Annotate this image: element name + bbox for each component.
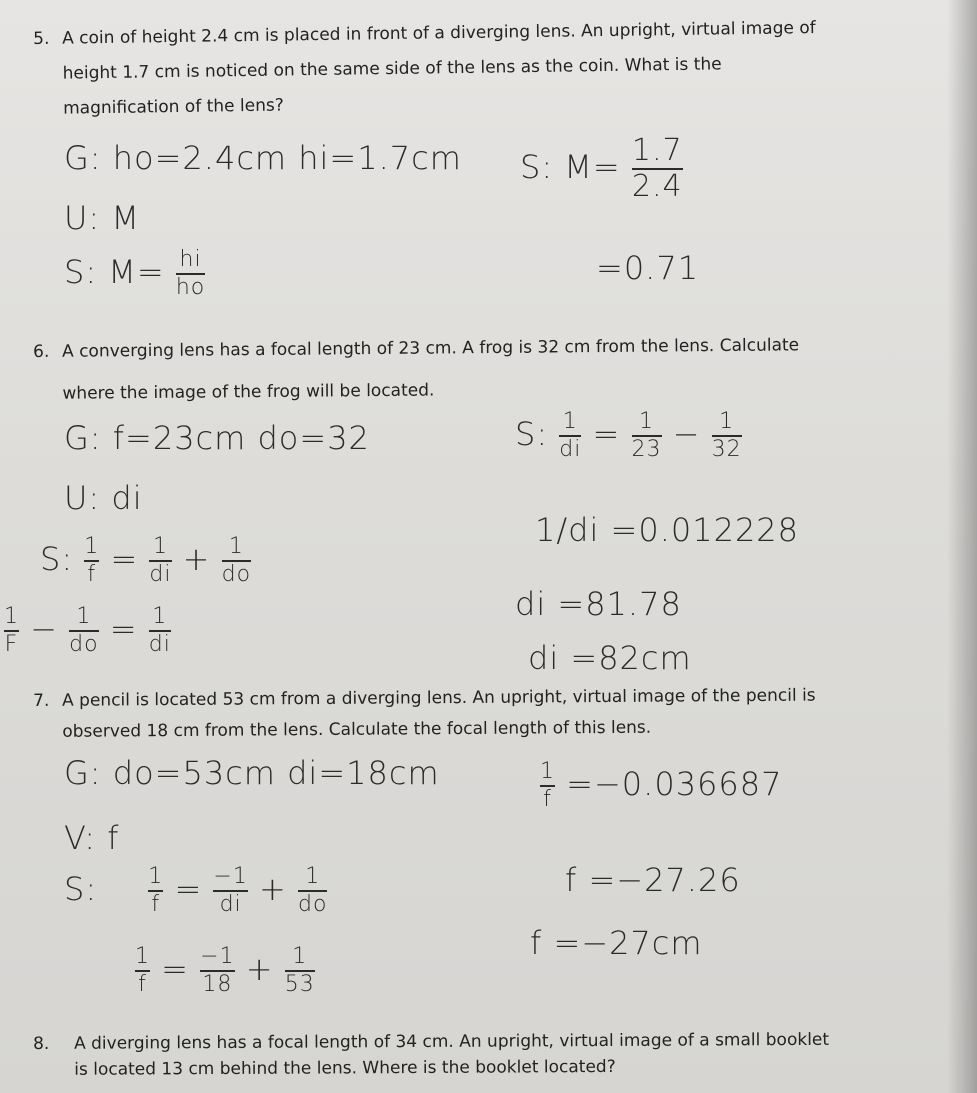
- fraction-1-over-f: [148, 865, 163, 917]
- fraction-numerator: 1: [152, 534, 168, 559]
- fraction-denominator: di: [148, 632, 171, 657]
- work-q6-step-3: di =82cm: [528, 639, 692, 677]
- equals-sign: =: [109, 610, 138, 648]
- formula-fraction: [176, 248, 205, 300]
- work-q5-solution: [520, 135, 683, 203]
- fraction-denominator: f: [543, 787, 552, 812]
- solution-label: S:: [515, 415, 549, 453]
- fraction-denominator: 23: [631, 437, 662, 462]
- fraction-numerator: hi: [179, 247, 202, 272]
- minus-sign: −: [30, 610, 58, 648]
- question-6: [33, 330, 933, 404]
- work-q6-step-2: di =81.78: [515, 585, 682, 623]
- fraction-numerator: 1: [639, 409, 654, 434]
- plus-sign: +: [259, 870, 287, 908]
- fraction-1-over-di: [149, 605, 171, 657]
- fraction-numerator: 1: [135, 944, 150, 969]
- fraction-denominator: f: [151, 892, 161, 917]
- fraction-denominator: do: [298, 892, 328, 917]
- fraction-1-over-f: [84, 535, 99, 587]
- work-q6-formula: [40, 535, 251, 587]
- fraction-1-over-f: [4, 605, 19, 657]
- minus-sign: −: [672, 415, 701, 453]
- fraction-denominator: di: [219, 892, 242, 917]
- question-text-line: where the image of the frog will be located.: [62, 380, 435, 404]
- fraction-numerator: 1: [152, 604, 168, 629]
- work-q7-given: G: do=53cm di=18cm: [64, 754, 440, 792]
- fraction-numerator: 1: [4, 604, 19, 629]
- work-q5-formula: [64, 248, 205, 300]
- work-q6-rearranged: [4, 605, 171, 657]
- fraction-denominator: 53: [284, 972, 315, 997]
- question-text-line: A coin of height 2.4 cm is placed in front of a diverging lens. An upright, virtual image of: [62, 18, 816, 49]
- fraction-denominator: f: [138, 972, 147, 997]
- fraction-denominator: 2.4: [631, 169, 683, 204]
- work-q7-substituted: [135, 945, 315, 997]
- fraction-1-over-53: [285, 945, 315, 997]
- fraction-denominator: F: [4, 632, 19, 657]
- fraction-minus-1-over-di: [213, 865, 247, 917]
- fraction-numerator: 1: [76, 604, 92, 629]
- work-q6-solution: [515, 410, 742, 462]
- question-number: 5.: [33, 28, 50, 49]
- work-q7-result-2: f =−27.26: [565, 861, 741, 899]
- question-text-line: height 1.7 cm is noticed on the same side of the lens as the coin. What is the: [62, 54, 722, 84]
- fraction-denominator: 32: [711, 437, 742, 462]
- fraction-denominator: ho: [175, 275, 206, 300]
- fraction-1-over-f: [540, 760, 555, 812]
- solution-fraction: [632, 135, 683, 203]
- equals-sign: =: [174, 870, 203, 908]
- question-8: [33, 1025, 933, 1090]
- work-q7-formula: [64, 865, 327, 917]
- question-5: [33, 12, 934, 119]
- fraction-denominator: di: [559, 437, 582, 462]
- fraction-numerator: 1: [148, 864, 164, 889]
- result-value: =−0.036687: [566, 765, 783, 803]
- work-q6-step-1: 1/di =0.012228: [535, 511, 800, 549]
- plus-sign: +: [182, 540, 211, 578]
- work-q5-unknown: U: M: [64, 199, 140, 237]
- fraction-denominator: do: [221, 562, 252, 587]
- equals-sign: =: [592, 415, 621, 453]
- question-text-line: A converging lens has a focal length of 23 cm. A frog is 32 cm from the lens. Calculate: [62, 335, 800, 362]
- question-text-line: A diverging lens has a focal length of 34 cm. An upright, virtual image of a small booklet: [74, 1029, 830, 1054]
- fraction-numerator: 1: [562, 409, 578, 434]
- fraction-1-over-di: [559, 410, 581, 462]
- fraction-minus-1-over-18: [200, 945, 234, 997]
- question-number: 8.: [33, 1033, 50, 1054]
- question-number: 6.: [33, 341, 50, 362]
- question-number: 7.: [33, 690, 50, 711]
- page-edge-shadow: [947, 0, 977, 1093]
- work-q5-result: =0.71: [596, 249, 700, 287]
- question-text-line: magnification of the lens?: [63, 95, 284, 119]
- work-q7-result-1: [540, 760, 782, 812]
- question-text-line: observed 18 cm from the lens. Calculate the focal length of this lens.: [62, 717, 652, 742]
- fraction-1-over-32: [712, 410, 742, 462]
- work-q7-unknown: V: f: [64, 819, 120, 857]
- work-q5-given: G: ho=2.4cm hi=1.7cm: [64, 139, 462, 177]
- equals-sign: =: [110, 540, 139, 578]
- fraction-1-over-do: [298, 865, 327, 917]
- solution-label: S: M=: [520, 148, 621, 186]
- formula-label: S:: [40, 540, 74, 578]
- fraction-numerator: 1: [719, 409, 735, 434]
- equals-sign: =: [161, 950, 189, 988]
- question-7: [33, 681, 933, 747]
- fraction-numerator: 1: [228, 534, 244, 559]
- formula-label: S: M=: [64, 253, 165, 291]
- fraction-denominator: di: [149, 562, 172, 587]
- fraction-denominator: f: [87, 562, 97, 587]
- work-q6-given: G: f=23cm do=32: [64, 419, 370, 457]
- question-text-line: is located 13 cm behind the lens. Where is the booklet located?: [74, 1056, 616, 1080]
- fraction-denominator: do: [69, 632, 99, 657]
- fraction-numerator: −1: [213, 864, 248, 889]
- fraction-1-over-do: [222, 535, 251, 587]
- fraction-1-over-f: [135, 945, 150, 997]
- plus-sign: +: [245, 950, 274, 988]
- fraction-denominator: 18: [202, 972, 233, 997]
- question-text-line: A pencil is located 53 cm from a diverging lens. An upright, virtual image of the pencil is: [62, 685, 816, 711]
- fraction-numerator: 1: [292, 944, 308, 969]
- fraction-numerator: −1: [200, 944, 235, 969]
- fraction-1-over-23: [632, 410, 662, 462]
- fraction-1-over-di: [149, 535, 171, 587]
- fraction-numerator: 1: [84, 534, 100, 559]
- fraction-numerator: 1: [540, 759, 555, 784]
- work-q7-result-3: f =−27cm: [530, 924, 703, 962]
- work-q6-unknown: U: di: [64, 479, 143, 517]
- fraction-numerator: 1.7: [631, 133, 683, 168]
- formula-label: S:: [64, 870, 98, 908]
- fraction-1-over-do: [69, 605, 98, 657]
- fraction-numerator: 1: [305, 864, 321, 889]
